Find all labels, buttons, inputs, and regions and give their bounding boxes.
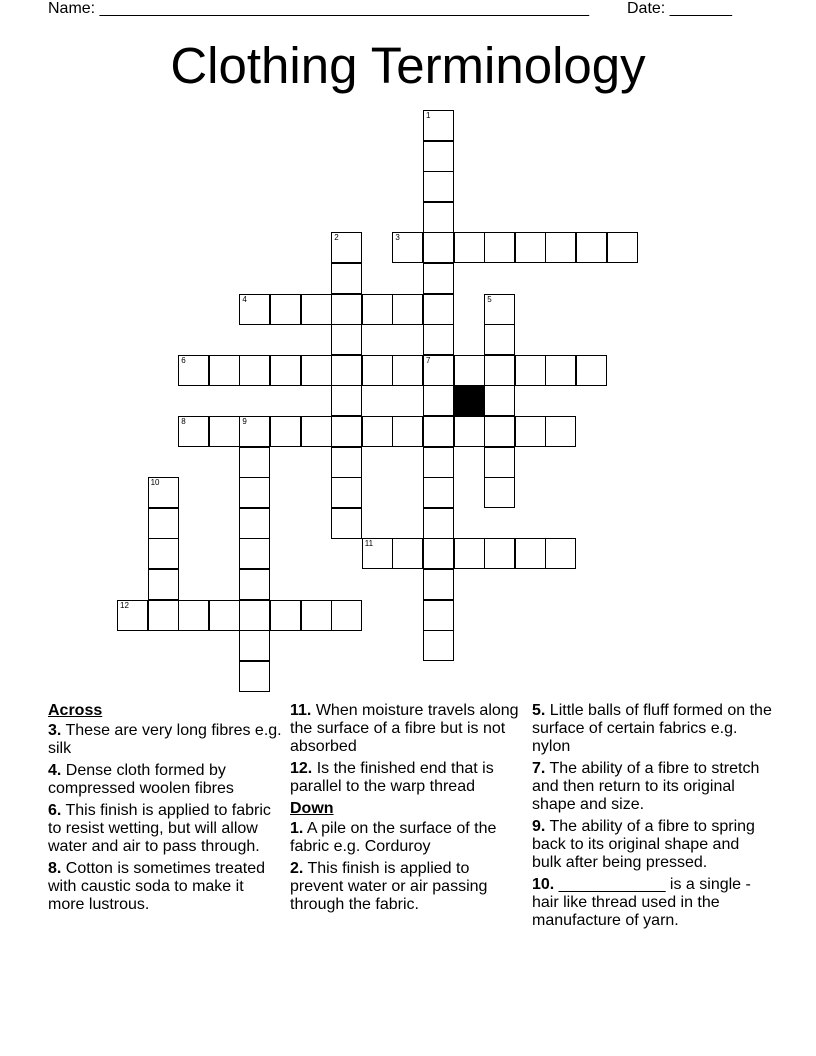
crossword-cell[interactable] <box>270 355 301 386</box>
crossword-cell[interactable] <box>423 477 454 508</box>
clue-down-7 <box>532 760 772 814</box>
crossword-cell[interactable] <box>484 355 515 386</box>
crossword-cell[interactable] <box>270 416 301 447</box>
crossword-cell[interactable] <box>423 110 454 141</box>
clue-text: When moisture travels along the surface of a fibre but is not absorbed <box>290 702 519 755</box>
crossword-cell[interactable] <box>515 416 546 447</box>
crossword-cell[interactable] <box>148 569 179 600</box>
crossword-cell[interactable] <box>331 600 362 631</box>
crossword-cell[interactable] <box>423 600 454 631</box>
crossword-cell[interactable] <box>178 416 209 447</box>
crossword-cell[interactable] <box>484 538 515 569</box>
clue-across-11 <box>290 702 525 756</box>
crossword-cell[interactable] <box>423 569 454 600</box>
crossword-cell[interactable] <box>331 324 362 355</box>
cell-number: 2 <box>334 233 339 243</box>
clue-across-4 <box>48 762 283 798</box>
cell-number: 8 <box>181 417 186 426</box>
crossword-cell[interactable] <box>239 569 270 600</box>
clues-column-2 <box>290 702 525 918</box>
crossword-cell[interactable] <box>545 355 576 386</box>
crossword-cell[interactable] <box>423 202 454 233</box>
cell-number: 7 <box>426 355 431 365</box>
crossword-cell[interactable] <box>423 171 454 202</box>
clue-text: ____________ is a single - hair like thread used in the manufacture of yarn. <box>532 876 751 929</box>
crossword-cell[interactable] <box>576 232 607 263</box>
crossword-cell[interactable] <box>423 294 454 325</box>
clue-number: 3. <box>48 722 62 739</box>
crossword-cell[interactable] <box>545 232 576 263</box>
name-field[interactable]: Name: _______________________________________________________ <box>48 0 589 17</box>
crossword-cell[interactable] <box>239 661 270 692</box>
crossword-cell[interactable] <box>515 355 546 386</box>
clue-number: 11. <box>290 702 312 719</box>
clue-text: Dense cloth formed by compressed woolen fibres <box>48 762 234 797</box>
cell-number: 4 <box>242 294 247 304</box>
crossword-cell[interactable] <box>392 538 423 569</box>
crossword-cell[interactable] <box>484 447 515 478</box>
clue-text: This finish is applied to prevent water or air passing through the fabric. <box>290 860 488 913</box>
crossword-cell[interactable] <box>331 477 362 508</box>
crossword-cell[interactable] <box>331 508 362 539</box>
crossword-cell[interactable] <box>148 477 179 508</box>
crossword-cell[interactable] <box>454 416 485 447</box>
black-cell <box>454 385 485 416</box>
crossword-cell[interactable] <box>239 447 270 478</box>
crossword-cell[interactable] <box>423 263 454 294</box>
clue-text: Cotton is sometimes treated with caustic soda to make it more lustrous. <box>48 860 265 913</box>
crossword-cell[interactable] <box>301 294 332 325</box>
clue-text: These are very long fibres e.g. silk <box>48 722 282 757</box>
clue-text: The ability of a fibre to spring back to its original shape and bulk after being pressed. <box>532 818 755 871</box>
page-title: Clothing Terminology <box>170 37 646 94</box>
crossword-cell[interactable] <box>362 355 393 386</box>
crossword-cell[interactable] <box>423 232 454 263</box>
clue-number: 12. <box>290 760 313 777</box>
crossword-cell[interactable] <box>209 600 240 631</box>
crossword-cell[interactable] <box>209 355 240 386</box>
crossword-cell[interactable] <box>423 355 454 386</box>
crossword-cell[interactable] <box>545 416 576 447</box>
crossword-cell[interactable] <box>362 416 393 447</box>
crossword-cell[interactable] <box>239 630 270 661</box>
crossword-cell[interactable] <box>148 508 179 539</box>
crossword-cell[interactable] <box>392 294 423 325</box>
crossword-cell[interactable] <box>178 355 209 386</box>
clue-number: 1. <box>290 820 304 837</box>
clue-text: This finish is applied to fabric to resist wetting, but will allow water and air to pass through. <box>48 802 271 855</box>
clues-column-1 <box>48 702 283 918</box>
clue-across-8 <box>48 860 283 914</box>
clue-number: 7. <box>532 760 546 777</box>
crossword-cell[interactable] <box>607 232 638 263</box>
crossword-cell[interactable] <box>545 538 576 569</box>
crossword-cell[interactable] <box>484 416 515 447</box>
clue-text: A pile on the surface of the fabric e.g. Corduroy <box>290 820 497 855</box>
crossword-cell[interactable] <box>239 508 270 539</box>
crossword-cell[interactable] <box>362 538 393 569</box>
crossword-cell[interactable] <box>148 538 179 569</box>
crossword-cell[interactable] <box>484 294 515 325</box>
crossword-cell[interactable] <box>178 600 209 631</box>
clue-down-1 <box>290 820 525 856</box>
clue-number: 6. <box>48 802 62 819</box>
cell-number: 1 <box>426 111 431 120</box>
crossword-cell[interactable] <box>484 477 515 508</box>
crossword-cell[interactable] <box>209 416 240 447</box>
crossword-cell[interactable] <box>239 355 270 386</box>
crossword-cell[interactable] <box>423 324 454 355</box>
crossword-cell[interactable] <box>148 600 179 631</box>
crossword-cell[interactable] <box>423 447 454 478</box>
crossword-cell[interactable] <box>301 600 332 631</box>
clue-down-5 <box>532 702 772 756</box>
date-field[interactable]: Date: _______ <box>627 0 732 17</box>
clue-down-10 <box>532 876 772 930</box>
crossword-cell[interactable] <box>576 355 607 386</box>
clue-text: The ability of a fibre to stretch and then return to its original shape and size. <box>532 760 760 813</box>
clue-text: Is the finished end that is parallel to the warp thread <box>290 760 494 795</box>
cell-number: 12 <box>120 600 129 610</box>
crossword-cell[interactable] <box>117 600 148 631</box>
crossword-cell[interactable] <box>331 294 362 325</box>
crossword-cell[interactable] <box>331 416 362 447</box>
crossword-cell[interactable] <box>454 355 485 386</box>
crossword-cell[interactable] <box>331 263 362 294</box>
cell-number: 3 <box>395 233 400 243</box>
crossword-cell[interactable] <box>362 294 393 325</box>
clue-across-6 <box>48 802 283 856</box>
clue-number: 5. <box>532 702 546 719</box>
crossword-cell[interactable] <box>301 355 332 386</box>
cell-number: 10 <box>150 478 160 488</box>
crossword-cell[interactable] <box>515 538 546 569</box>
crossword-cell[interactable] <box>239 538 270 569</box>
clue-down-2 <box>290 860 525 914</box>
crossword-cell[interactable] <box>392 416 423 447</box>
crossword-cell[interactable] <box>423 416 454 447</box>
cell-number: 9 <box>242 417 247 426</box>
crossword-cell[interactable] <box>423 538 454 569</box>
cell-number: 6 <box>181 355 186 365</box>
crossword-cell[interactable] <box>454 538 485 569</box>
crossword-cell[interactable] <box>484 385 515 416</box>
crossword-cell[interactable] <box>239 416 270 447</box>
clues-column-3 <box>532 702 772 934</box>
crossword-cell[interactable] <box>484 324 515 355</box>
clue-number: 10. <box>532 876 555 893</box>
clue-number: 8. <box>48 860 62 877</box>
clue-across-12 <box>290 760 525 796</box>
crossword-cell[interactable] <box>331 447 362 478</box>
crossword-cell[interactable] <box>423 630 454 661</box>
crossword-cell[interactable] <box>239 477 270 508</box>
cell-number: 11 <box>364 539 374 549</box>
crossword-cell[interactable] <box>239 294 270 325</box>
crossword-cell[interactable] <box>423 385 454 416</box>
crossword-cell[interactable] <box>423 141 454 172</box>
clue-text: Little balls of fluff formed on the surface of certain fabrics e.g. nylon <box>532 702 772 755</box>
clue-down-9 <box>532 818 772 872</box>
clue-number: 2. <box>290 860 304 877</box>
cell-number: 5 <box>487 294 492 304</box>
crossword-cell[interactable] <box>270 600 301 631</box>
crossword-cell[interactable] <box>392 355 423 386</box>
crossword-cell[interactable] <box>484 232 515 263</box>
down-heading: Down <box>290 800 334 817</box>
crossword-cell[interactable] <box>239 600 270 631</box>
crossword-cell[interactable] <box>301 416 332 447</box>
clue-number: 4. <box>48 762 62 779</box>
across-heading: Across <box>48 702 103 719</box>
clue-number: 9. <box>532 818 546 835</box>
crossword-cell[interactable] <box>423 508 454 539</box>
crossword-cell[interactable] <box>454 232 485 263</box>
crossword-cell[interactable] <box>331 232 362 263</box>
crossword-cell[interactable] <box>270 294 301 325</box>
clue-across-3 <box>48 722 283 758</box>
crossword-cell[interactable] <box>515 232 546 263</box>
crossword-cell[interactable] <box>331 385 362 416</box>
crossword-cell[interactable] <box>331 355 362 386</box>
crossword-cell[interactable] <box>392 232 423 263</box>
